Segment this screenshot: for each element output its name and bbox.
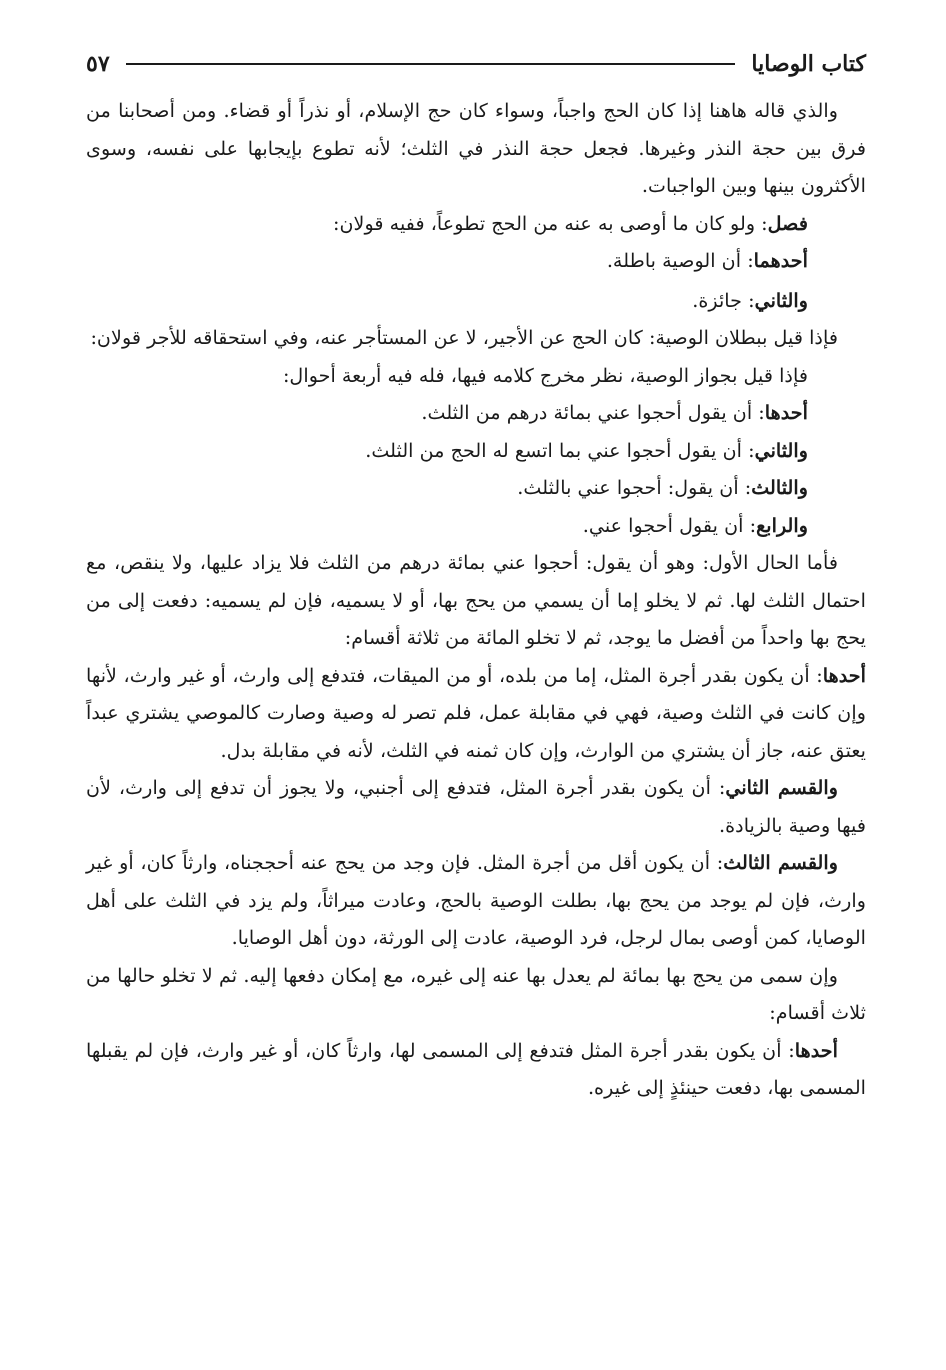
paragraph: أحدها: أن يقول أحجوا عني بمائة درهم من الثلث. [421, 401, 808, 424]
paragraph-heading: أحدها [822, 663, 866, 687]
paragraph-heading: والقسم الثاني [725, 776, 838, 799]
paragraph-heading: والقسم الثالث [723, 851, 838, 874]
paragraph: فإذا قيل ببطلان الوصية: كان الحج عن الأجير، لا عن المستأجر عنه، وفي استحقاقه للأجر قولان: [90, 326, 838, 349]
running-title: كتاب الوصايا [751, 51, 866, 77]
paragraph: أحدها: أن يكون بقدر أجرة المثل، إما من بلده، أو من الميقات، فتدفع إلى وارث، أو غير وارث، لأنها وإن كانت في الثلث وصية، فهي في مقابلة عمل، فلم تصر له وصية وصارت كالموصي يشتري عبداً يعتق عنه، جاز أن يشتري من الوارث، وإن كان ثمنه في الثلث، لأنه في مقابلة بدل. [86, 663, 866, 762]
paragraph: أحدهما: أن الوصية باطلة. [606, 249, 808, 272]
paragraph-heading: والثالث [751, 476, 808, 499]
paragraph-heading: فصل [767, 211, 808, 235]
page-body [86, 92, 866, 1107]
paragraph-heading: والثاني [754, 288, 808, 312]
paragraph-heading: أحدها [764, 401, 808, 424]
paragraph-heading: والثاني [754, 438, 808, 462]
paragraph: والرابع: أن يقول أحجوا عني. [582, 513, 808, 537]
paragraph: والثاني: جائزة. [692, 288, 808, 312]
paragraph: والذي قاله هاهنا إذا كان الحج واجباً، وسواء كان حج الإسلام، أو نذراً أو قضاء. ومن أصحابنا من فرق بين حجة النذر وغيرها. فجعل حجة النذر في الثلث؛ لأنه تطوع بإيجابها على نفسه، وسوى الأكثرون بينها وبين الواجبات. [86, 99, 866, 197]
paragraph: فإذا قيل بجواز الوصية، نظر مخرج كلامه فيها، فله فيه أربعة أحوال: [282, 363, 808, 387]
page-number: ٥٧ [86, 51, 110, 77]
paragraph: وإن سمى من يحج بها بمائة لم يعدل بها عنه إلى غيره، مع إمكان دفعها إليه. ثم لا تخلو حالها من ثلاث أقسام: [86, 963, 866, 1024]
paragraph: أحدها: أن يكون بقدر أجرة المثل فتدفع إلى المسمى لها، وارثاً كان، أو غير وارث، فإن لم يقبلها المسمى بها، دفعت حينئذٍ إلى غيره. [86, 1038, 866, 1099]
paragraph: والثالث: أن يقول: أحجوا عني بالثلث. [517, 476, 808, 499]
paragraph-heading: والرابع [756, 513, 808, 537]
paragraph: والقسم الثالث: أن يكون أقل من أجرة المثل. فإن وجد من يحج عنه أحججناه، وارثاً كان، أو غير وارث، فإن لم يوجد من يحج بها، بطلت الوصية بالحج، وعادت ميراثاً، ولم يزد في الثلث على أهل الوصايا، كمن أوصى بمال لرجل، فرد الوصية، عادت إلى الورثة، دون أهل الوصايا. [86, 851, 866, 949]
paragraph: والقسم الثاني: أن يكون بقدر أجرة المثل، فتدفع إلى أجنبي، ولا يجوز أن تدفع إلى وارث، لأن فيها وصية بالزيادة. [86, 776, 866, 837]
paragraph: والثاني: أن يقول أحجوا عني بما اتسع له الحج من الثلث. [365, 438, 808, 462]
header-rule [126, 63, 736, 65]
paragraph-heading: أحدها [794, 1038, 838, 1062]
paragraph: فأما الحال الأول: وهو أن يقول: أحجوا عني بمائة درهم من الثلث فلا يزاد عليها، ولا ينقص، مع احتمال الثلث لها. ثم لا يخلو إما أن يسمي من يحج بها، أو لا يسميه، فإن لم يسميه: دفعت إلى من يحج بها واحداً من أفضل ما يوجد، ثم لا تخلو المائة من ثلاثة أقسام: [86, 551, 866, 649]
page-header [86, 44, 866, 84]
paragraph-heading: أحدهما [753, 249, 808, 272]
paragraph: فصل: ولو كان ما أوصى به عنه من الحج تطوعاً، ففيه قولان: [332, 211, 808, 235]
